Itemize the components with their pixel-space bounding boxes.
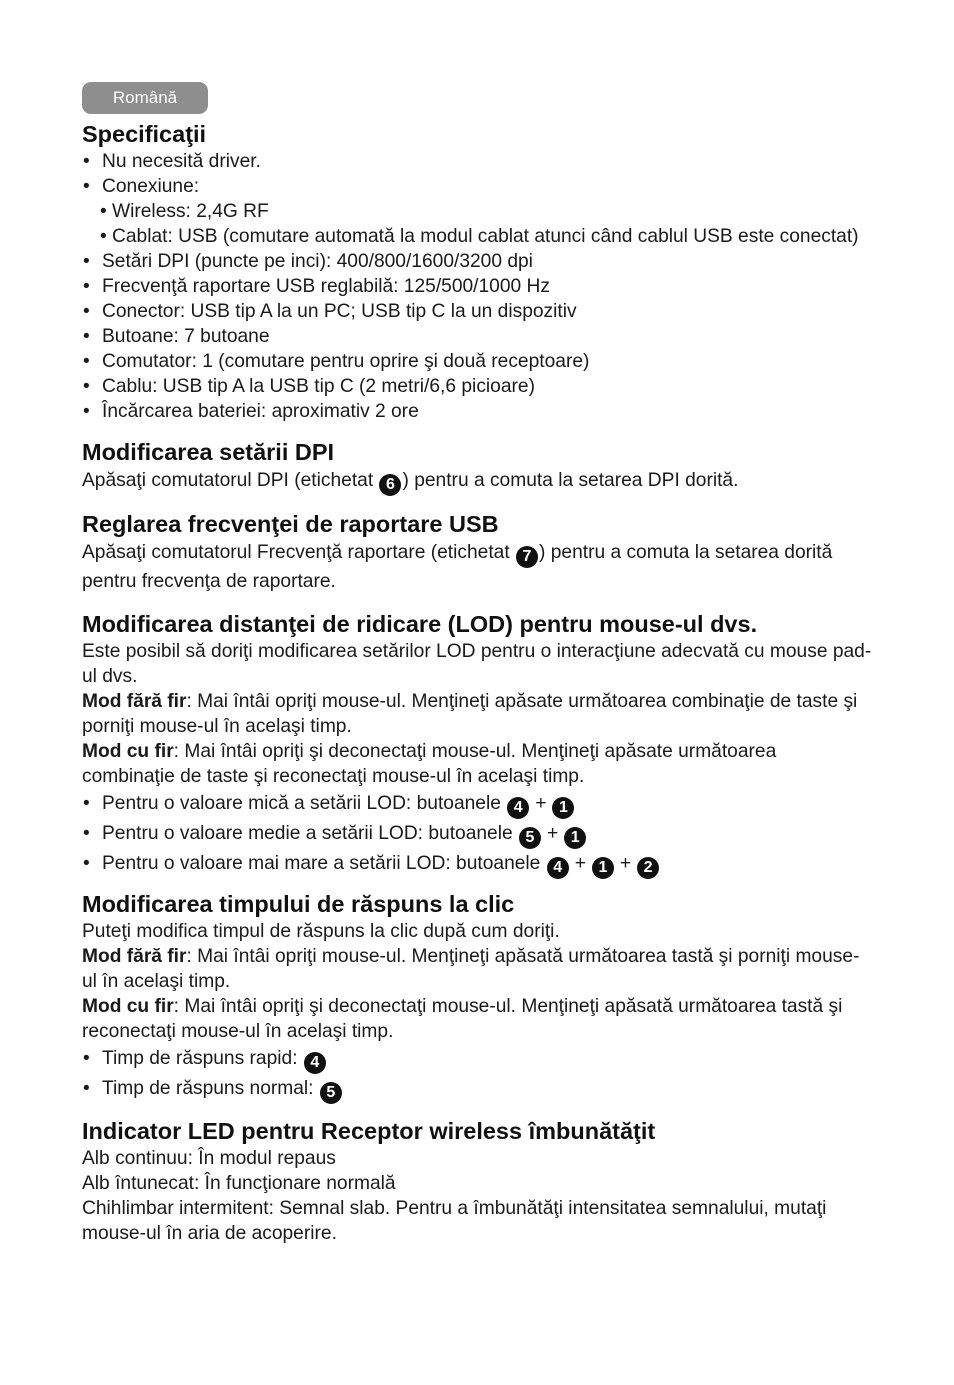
click-title: Modificarea timpului de răspuns la clic [82, 891, 515, 917]
specs-list-continued [82, 249, 872, 424]
plus-sign: + [535, 793, 547, 814]
usb-rate-text-before: Apăsaţi comutatorul Frecvenţă raportare (etichetat [82, 542, 515, 563]
usb-rate-title: Reglarea frecvenţei de raportare USB [82, 511, 499, 537]
click-item-text: Timp de răspuns normal: [102, 1078, 319, 1099]
lod-wireless-mode [82, 689, 872, 739]
usb-rate-text-after: ) pentru a comuta la setarea dorită pentru frecvenţa de raportare. [82, 542, 833, 592]
mode-label: Mod cu fir [82, 741, 174, 762]
button-number-badge: 4 [304, 1052, 326, 1074]
spec-item: • Încărcarea bateriei: aproximativ 2 ore [82, 399, 872, 424]
manual-page [82, 82, 872, 1246]
connection-subitem: • Wireless: 2,4G RF [82, 199, 872, 224]
lod-title: Modificarea distanţei de ridicare (LOD) pentru mouse-ul dvs. [82, 611, 758, 637]
usb-rate-section [82, 510, 872, 596]
spec-item: • Comutator: 1 (comutare pentru oprire şi două receptoare) [82, 349, 872, 374]
click-wireless-mode [82, 944, 872, 994]
usb-rate-text [82, 539, 872, 596]
click-item-text: Timp de răspuns rapid: [102, 1048, 303, 1069]
lod-low-item [82, 789, 872, 819]
lod-section [82, 610, 872, 879]
lod-item-text: Pentru o valoare mică a setării LOD: butoanele [102, 793, 507, 814]
mode-label: Mod fără fir [82, 946, 187, 967]
specs-list [82, 149, 872, 199]
button-number-badge: 5 [519, 827, 541, 849]
button-number-badge: 7 [516, 546, 538, 568]
led-title: Indicator LED pentru Receptor wireless îmbunătăţit [82, 1118, 656, 1144]
lod-medium-item [82, 819, 872, 849]
spec-item: • Cablu: USB tip A la USB tip C (2 metri/6,6 picioare) [82, 374, 872, 399]
click-list [82, 1044, 872, 1104]
spec-item: • Setări DPI (puncte pe inci): 400/800/1600/3200 dpi [82, 249, 872, 274]
button-number-badge: 5 [320, 1082, 342, 1104]
button-number-badge: 1 [564, 827, 586, 849]
mode-label: Mod fără fir [82, 691, 187, 712]
button-number-badge: 6 [379, 474, 401, 496]
button-number-badge: 2 [637, 857, 659, 879]
specs-section [82, 120, 872, 424]
plus-sign: + [619, 853, 632, 874]
button-number-badge: 4 [507, 797, 529, 819]
mode-text: : Mai întâi opriţi mouse-ul. Menţineţi apăsată următoarea tastă şi porniţi mouse-ul în acelaşi timp. [82, 946, 860, 992]
lod-high-item [82, 849, 872, 879]
spec-item: • Nu necesită driver. [82, 149, 872, 174]
click-section [82, 890, 872, 1104]
plus-sign: + [546, 823, 559, 844]
dpi-section [82, 438, 872, 496]
led-line: Alb întunecat: În funcţionare normală [82, 1173, 396, 1194]
dpi-text-before: Apăsaţi comutatorul DPI (etichetat [82, 470, 379, 491]
button-number-badge: 1 [592, 857, 614, 879]
lod-wired-mode [82, 739, 872, 789]
lod-intro: Este posibil să doriţi modificarea setărilor LOD pentru o interacţiune adecvată cu mouse pad-ul dvs. [82, 641, 872, 687]
click-fast-item [82, 1044, 872, 1074]
led-line: Chihlimbar intermitent: Semnal slab. Pentru a îmbunătăţi intensitatea semnalului, mutaţi mouse-ul în aria de acoperire. [82, 1198, 827, 1244]
spec-item: • Frecvenţă raportare USB reglabilă: 125/500/1000 Hz [82, 274, 872, 299]
led-section [82, 1117, 872, 1246]
mode-text: : Mai întâi opriţi şi deconectaţi mouse-ul. Menţineţi apăsate următoarea combinaţie de taste şi reconectaţi mouse-ul în acelaşi timp. [82, 741, 777, 787]
click-normal-item [82, 1074, 872, 1104]
plus-sign: + [574, 853, 586, 874]
click-intro: Puteţi modifica timpul de răspuns la clic după cum doriţi. [82, 921, 560, 942]
spec-item-label: Conexiune: [102, 176, 200, 197]
spec-item: • Butoane: 7 butoane [82, 324, 872, 349]
dpi-text-after: ) pentru a comuta la setarea DPI dorită. [402, 470, 739, 491]
mode-text: : Mai întâi opriţi mouse-ul. Menţineţi apăsate următoarea combinaţie de taste şi porniţi mouse-ul în acelaşi timp. [82, 691, 858, 737]
lod-item-text: Pentru o valoare mai mare a setării LOD: butoanele [102, 853, 546, 874]
mode-text: : Mai întâi opriţi şi deconectaţi mouse-ul. Menţineţi apăsată următoarea tastă şi reconectaţi mouse-ul în acelaşi timp. [82, 996, 843, 1042]
click-wired-mode [82, 994, 872, 1044]
dpi-title: Modificarea setării DPI [82, 439, 335, 465]
spec-item: • Conector: USB tip A la un PC; USB tip C la un dispozitiv [82, 299, 872, 324]
specs-title: Specificaţii [82, 121, 207, 147]
button-number-badge: 4 [547, 857, 569, 879]
mode-label: Mod cu fir [82, 996, 174, 1017]
lod-item-text: Pentru o valoare medie a setării LOD: butoanele [102, 823, 518, 844]
spec-item [82, 174, 872, 199]
lod-list [82, 789, 872, 879]
led-line: Alb continuu: În modul repaus [82, 1148, 336, 1169]
connection-sublist [82, 199, 872, 249]
connection-subitem: • Cablat: USB (comutare automată la modul cablat atunci când cablul USB este conectat) [82, 224, 872, 249]
language-tab: Română [82, 82, 208, 114]
button-number-badge: 1 [552, 797, 574, 819]
dpi-text [82, 467, 872, 496]
